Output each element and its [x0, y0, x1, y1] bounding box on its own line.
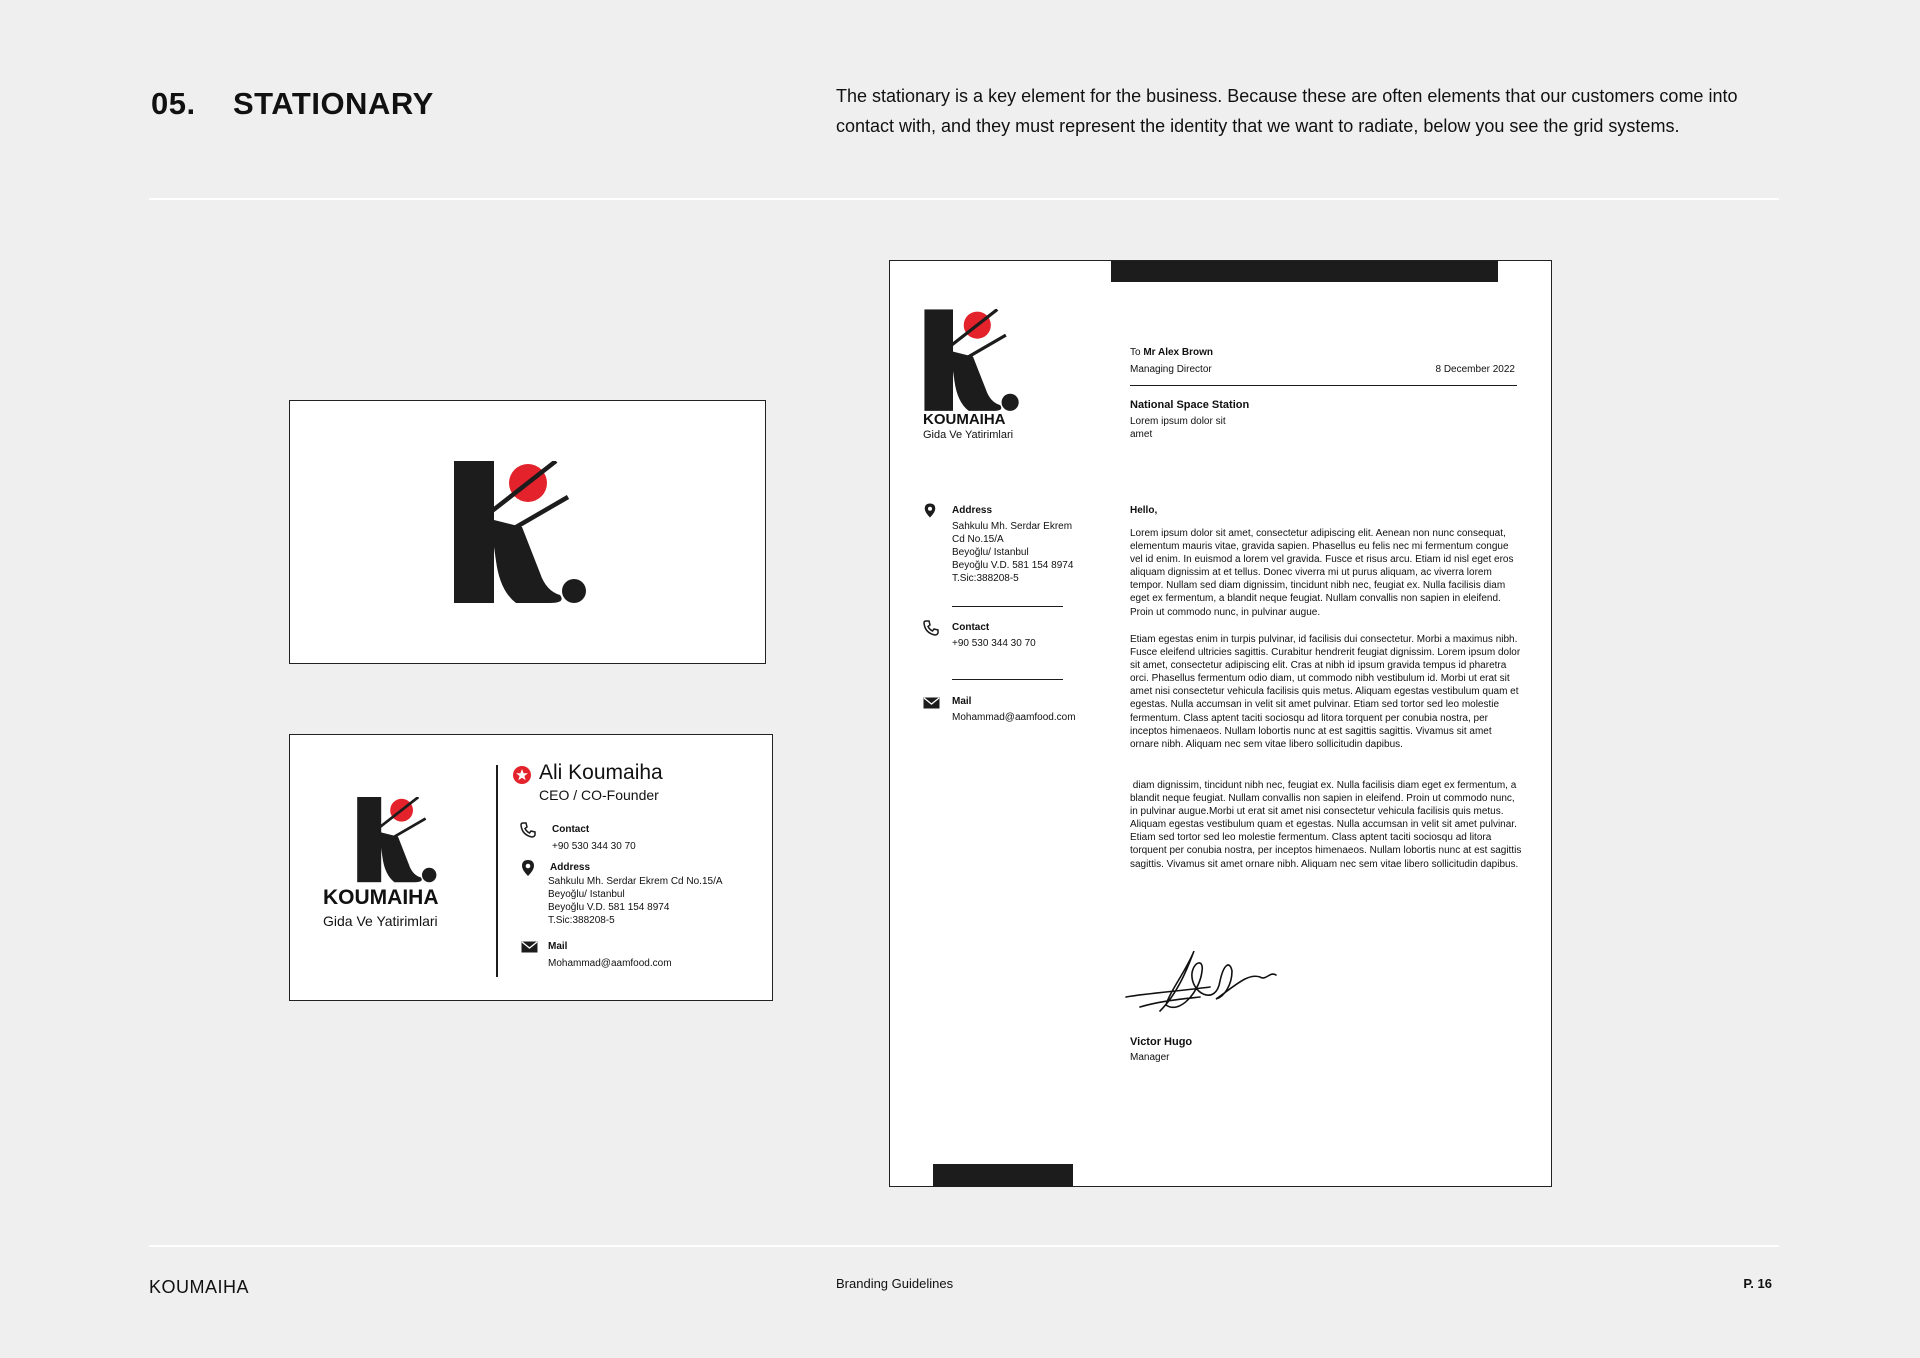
mail-icon: [923, 697, 940, 709]
card-mail-value: Mohammad@aamfood.com: [548, 958, 672, 969]
lh-address-label: Address: [952, 505, 993, 516]
card-address-line: Beyoğlu/ Istanbul: [548, 889, 625, 900]
lh-contact-value: +90 530 344 30 70: [952, 638, 1036, 649]
page-number: P. 16: [1743, 1276, 1772, 1291]
lh-mail-divider: [952, 679, 1063, 680]
signature-image: [1120, 941, 1290, 1021]
letter-paragraph: Etiam egestas enim in turpis pulvinar, id facilisis dui consectetur. Morbi a maximus nibh. Fusce eleifend ultricies sagittis. Curabitur hendrerit feugiat dignissim. Lorem ipsum dolor sit amet, consectetur adipiscing elit. Cras at nibh id ipsum gravida tempus id pharetra orci. Phasellus fermentum odio diam, ut commodo nibh vestibulum id. Morbi ut erat sit amet nisi consectetur vehicula facilisis quis metus. Aliquam egestas vestibulum quam et egestas. Nulla accumsan in velit sit amet pulvinar. Etiam sed tortor sed leo molestie fermentum. Class aptent taciti sociosqu ad litora torquent per conubia nostra, per inceptos himenaeos. Nullam lobortis nunc at est sagittis sagittis. Vivamus sit amet ornare nibh. Aliquam nec sem vitae libero sollicitudin dapibus.: [1130, 634, 1521, 750]
card-address-line: Beyoğlu V.D. 581 154 8974: [548, 902, 670, 913]
brand-name: KOUMAIHA: [323, 886, 439, 909]
card-divider: [496, 765, 498, 977]
recipient-divider: [1130, 385, 1517, 386]
org-name: National Space Station: [1130, 399, 1250, 411]
org-line: amet: [1130, 429, 1153, 440]
letterhead-brand-name: KOUMAIHA: [923, 411, 1006, 428]
footer-title: Branding Guidelines: [836, 1276, 954, 1291]
phone-icon: [520, 822, 536, 838]
business-card-front: [289, 400, 766, 664]
brand-tagline: Gida Ve Yatirimlari: [323, 913, 438, 929]
lh-mail-value: Mohammad@aamfood.com: [952, 712, 1076, 723]
letter-paragraph: diam dignissim, tincidunt nibh nec, feugiat ex. Nulla facilisis diam eget ex fermentum, a blandit neque feugiat. Nullam convallis non sapien in eleifend. Proin ut commodo nunc, in pulvinar augue.Morbi ut erat sit amet nisi consectetur vehicula facilisis quis metus. Aliquam egestas vestibulum quam et egestas. Nulla accumsan in velit sit amet pulvinar. Etiam sed tortor sed leo molestie fermentum. Class aptent taciti sociosqu ad litora torquent per conubia nostra, per inceptos himenaeos. Nullam lobortis nunc at est sagittis sagittis. Vivamus sit amet ornare nibh. Aliquam nec sem vitae libero sollicitudin dapibus.: [1130, 780, 1525, 870]
mail-icon: [521, 941, 538, 953]
lh-address-line: Cd No.15/A: [952, 534, 1004, 545]
letterhead-bottom-bar: [933, 1164, 1073, 1187]
star-badge-icon: [512, 765, 532, 785]
recipient-prefix: To: [1130, 347, 1141, 358]
header-divider: [149, 198, 1779, 200]
letter-greeting: Hello,: [1130, 505, 1158, 516]
lh-address-line: Beyoğlu V.D. 581 154 8974: [952, 560, 1074, 571]
location-pin-icon: [923, 502, 937, 519]
lh-contact-divider: [952, 606, 1063, 607]
koumaiha-logo-mark: [356, 797, 440, 887]
card-address-line: T.Sic:388208-5: [548, 915, 615, 926]
signer-name: Victor Hugo: [1130, 1036, 1193, 1048]
card-holder-role: CEO / CO-Founder: [539, 787, 659, 803]
lh-address-line: Sahkulu Mh. Serdar Ekrem: [952, 521, 1073, 532]
lh-mail-label: Mail: [952, 696, 972, 707]
recipient-role: Managing Director: [1130, 364, 1212, 375]
org-line: Lorem ipsum dolor sit: [1130, 416, 1226, 427]
recipient-name: Mr Alex Brown: [1143, 347, 1213, 358]
footer-brand: KOUMAIHA: [149, 1277, 250, 1297]
letterhead-top-bar: [1111, 261, 1498, 282]
letterhead-brand-tagline: Gida Ve Yatirimlari: [923, 429, 1014, 441]
koumaiha-logo-mark: [452, 461, 592, 611]
card-contact-label: Contact: [552, 824, 590, 835]
lh-contact-label: Contact: [952, 622, 990, 633]
phone-icon: [923, 620, 939, 636]
lh-address-line: Beyoğlu/ Istanbul: [952, 547, 1029, 558]
letterhead: [889, 260, 1552, 1187]
lh-address-line: T.Sic:388208-5: [952, 573, 1019, 584]
footer-divider: [149, 1245, 1779, 1247]
intro-text: The stationary is a key element for the business. Because these are often elements that our customers come into contact with, and they must represent the identity that we want to radiate, below you see the grid systems.: [836, 86, 1738, 136]
koumaiha-logo-mark: [923, 309, 1023, 417]
location-pin-icon: [520, 859, 536, 877]
card-address-line: Sahkulu Mh. Serdar Ekrem Cd No.15/A: [548, 876, 723, 887]
card-mail-label: Mail: [548, 941, 568, 952]
card-contact-value: +90 530 344 30 70: [552, 841, 636, 852]
signer-role: Manager: [1130, 1052, 1170, 1063]
letter-date: 8 December 2022: [1435, 364, 1515, 375]
card-holder-name: Ali Koumaiha: [539, 761, 663, 784]
section-title: STATIONARY: [233, 86, 434, 121]
recipient-line: [1130, 346, 1213, 359]
business-card-back: [289, 734, 773, 1001]
section-number: 05.: [151, 86, 196, 121]
letter-paragraph: Lorem ipsum dolor sit amet, consectetur adipiscing elit. Aenean non nunc consequat, elementum mauris vitae, gravida sapien. Phasellus eu felis nec mi fermentum congue vel id enim. In euismod a lorem vel gravida. Fusce et risus arcu. Etiam id nisl eget eros aliquam dignissim at et tellus. Donec viverra mi ut purus aliquam, ac viverra lorem tempor. Nullam sed diam dignissim, tincidunt nibh nec, feugiat ex. Nulla facilisis diam eget ex fermentum, a blandit neque feugiat. Nullam convallis non sapien in eleifend. Proin ut commodo nunc, in pulvinar augue.: [1130, 528, 1514, 618]
card-address-label: Address: [550, 862, 591, 873]
